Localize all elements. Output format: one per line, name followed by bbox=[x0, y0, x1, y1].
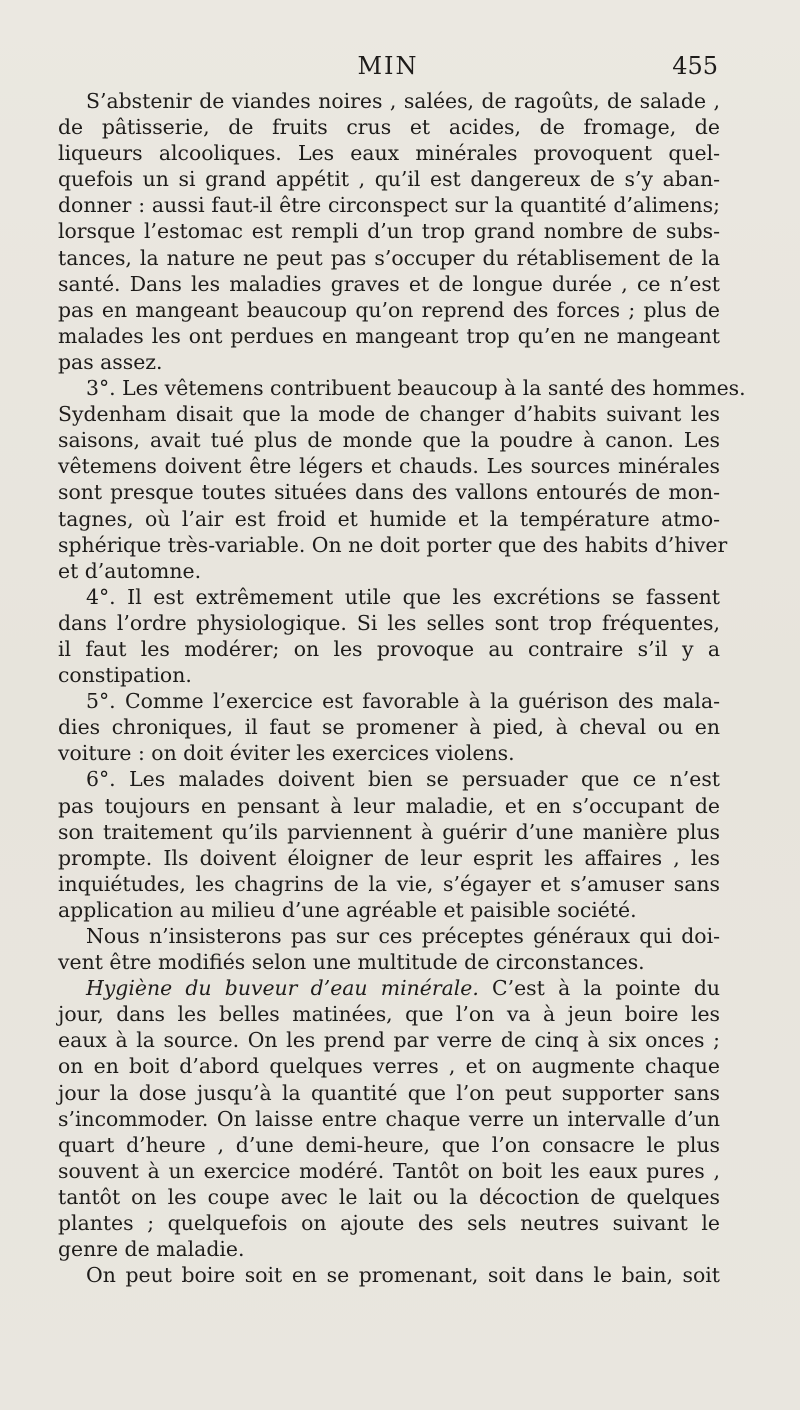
text-line bbox=[58, 975, 720, 1001]
text-line: eaux à la source. On les prend par verre de cinq à six onces ; bbox=[58, 1028, 720, 1053]
body-text bbox=[58, 88, 746, 1288]
text-line: tantôt on les coupe avec le lait ou la décoction de quelques bbox=[58, 1184, 720, 1209]
text-line: il faut les modérer; on les provoque au contraire s’il y a bbox=[58, 636, 720, 661]
text-line: jour la dose jusqu’à la quantité que l’on peut supporter sans bbox=[58, 1080, 720, 1105]
text-line: voiture : on doit éviter les exercices violens. bbox=[58, 741, 515, 766]
text-line: Sydenham disait que la mode de changer d’habits suivant les bbox=[58, 402, 720, 427]
text-line: dies chroniques, il faut se promener à pied, à cheval ou en bbox=[58, 715, 720, 740]
text-line: plantes ; quelquefois on ajoute des sels neutres suivant le bbox=[58, 1211, 720, 1236]
text-line: 5°. Comme l’exercice est favorable à la guérison des mala- bbox=[86, 689, 720, 714]
text-line: donner : aussi faut-il être circonspect sur la quantité d’alimens; bbox=[58, 193, 720, 218]
text-line: pas toujours en pensant à leur maladie, et en s’occupant de bbox=[58, 793, 720, 818]
text-line: lorsque l’estomac est rempli d’un trop grand nombre de subs- bbox=[58, 219, 720, 244]
section-heading: Hygiène du buveur d’eau minérale. bbox=[86, 976, 479, 1001]
text-line: constipation. bbox=[58, 663, 192, 688]
text-line: 4°. Il est extrêmement utile que les excrétions se fassent bbox=[86, 584, 720, 609]
text-line: s’incommoder. On laisse entre chaque verre un intervalle d’un bbox=[58, 1106, 720, 1131]
text-line: son traitement qu’ils parviennent à guérir d’une manière plus bbox=[58, 819, 720, 844]
text-line: on en boit d’abord quelques verres , et on augmente chaque bbox=[58, 1054, 720, 1079]
text-line: pas assez. bbox=[58, 349, 163, 374]
text-line: santé. Dans les maladies graves et de longue durée , ce n’est bbox=[58, 271, 720, 296]
text-line: vent être modifiés selon une multitude de circonstances. bbox=[58, 950, 645, 975]
running-head: MIN bbox=[357, 52, 419, 80]
text-line: saisons, avait tué plus de monde que la poudre à canon. Les bbox=[58, 428, 720, 453]
text-line: genre de maladie. bbox=[58, 1237, 245, 1262]
text-line: quefois un si grand appétit , qu’il est dangereux de s’y aban- bbox=[58, 167, 720, 192]
text-line: pas en mangeant beaucoup qu’on reprend des forces ; plus de bbox=[58, 297, 720, 322]
text-line: S’abstenir de viandes noires , salées, de ragoûts, de salade , bbox=[86, 89, 720, 113]
text-line: Nous n’insisterons pas sur ces préceptes généraux qui doi- bbox=[86, 924, 720, 948]
page-header bbox=[58, 52, 718, 82]
text-line: quart d’heure , d’une demi-heure, que l’on consacre le plus bbox=[58, 1132, 720, 1157]
text-line: jour, dans les belles matinées, que l’on va à jeun boire les bbox=[58, 1002, 720, 1027]
text-line: sphérique très-variable. On ne doit porter que des habits d’hiver bbox=[58, 532, 728, 557]
text-line: vêtemens doivent être légers et chauds. Les sources minérales bbox=[58, 454, 720, 479]
text-line: tances, la nature ne peut pas s’occuper du rétablisement de la bbox=[58, 245, 720, 270]
text-line: On peut boire soit en se promenant, soit dans le bain, soit bbox=[86, 1263, 720, 1288]
page-number: 455 bbox=[672, 52, 718, 80]
text-line: liqueurs alcooliques. Les eaux minérales provoquent quel- bbox=[58, 141, 720, 166]
text-line: et d’automne. bbox=[58, 558, 202, 583]
text-line: malades les ont perdues en mangeant trop qu’en ne mangeant bbox=[58, 323, 720, 348]
text-line: prompte. Ils doivent éloigner de leur esprit les affaires , les bbox=[58, 845, 720, 870]
text-line-continuation: C’est à la pointe du bbox=[478, 976, 721, 1001]
text-line: inquiétudes, les chagrins de la vie, s’égayer et s’amuser sans bbox=[58, 871, 720, 896]
text-line: de pâtisserie, de fruits crus et acides, de fromage, de bbox=[58, 115, 720, 140]
text-line: souvent à un exercice modéré. Tantôt on boit les eaux pures , bbox=[58, 1158, 720, 1183]
text-line: tagnes, où l’air est froid et humide et la température atmo- bbox=[58, 506, 720, 531]
text-line: 6°. Les malades doivent bien se persuader que ce n’est bbox=[86, 767, 720, 792]
text-line: 3°. Les vêtemens contribuent beaucoup à la santé des hommes. bbox=[86, 376, 746, 401]
text-line: application au milieu d’une agréable et paisible société. bbox=[58, 897, 637, 922]
text-line: sont presque toutes situées dans des vallons entourés de mon- bbox=[58, 480, 720, 505]
text-line: dans l’ordre physiologique. Si les selles sont trop fréquentes, bbox=[58, 610, 720, 635]
